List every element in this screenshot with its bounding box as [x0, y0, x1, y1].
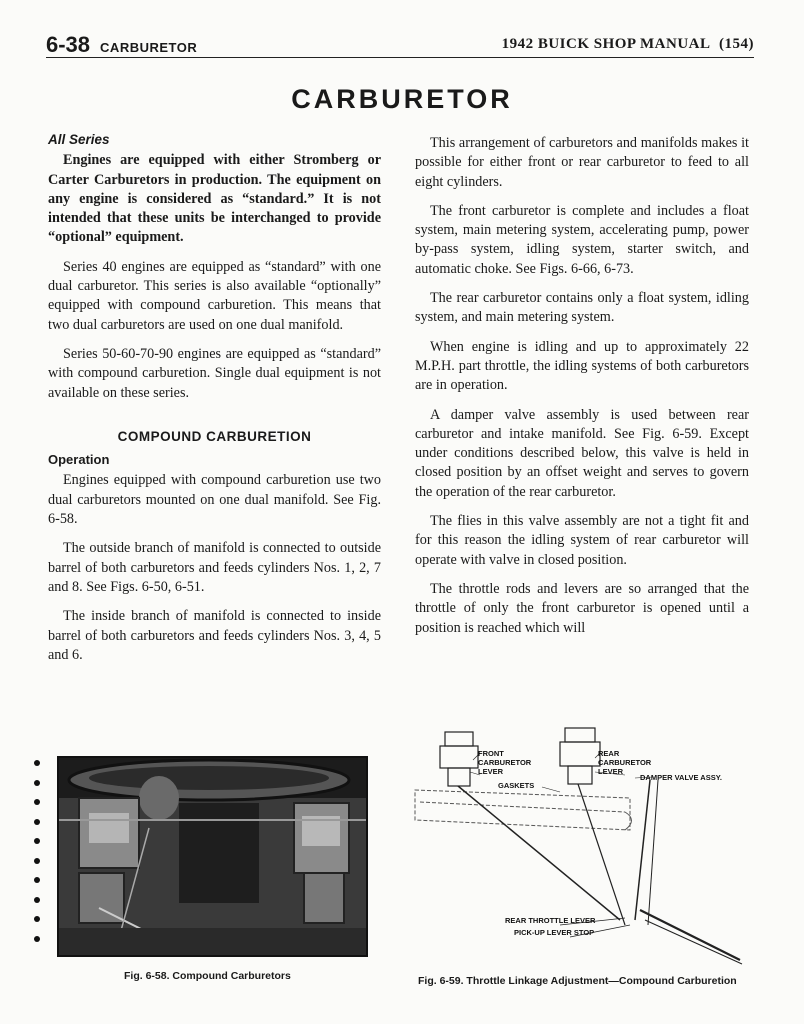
figure-caption-6-59: Fig. 6-59. Throttle Linkage Adjustment—Compound Carburetion: [418, 975, 737, 987]
binding-hole: [34, 897, 40, 903]
series40-paragraph: Series 40 engines are equipped as “standard” with one dual carburetor. This series is also available “optionally” equipped with compound carburetion. This means that two dual carburetors are used on one dual manifold.: [48, 258, 381, 333]
all-series-heading: All Series: [48, 132, 110, 147]
header-rule: [46, 57, 754, 58]
binding-hole: [34, 877, 40, 883]
rear-carburetor-paragraph: The rear carburetor contains only a float system, idling system, and main metering system.: [415, 290, 749, 326]
binding-hole: [34, 760, 40, 766]
label-rear-throttle-lever: REAR THROTTLE LEVER: [505, 916, 596, 925]
label-damper-valve: DAMPER VALVE ASSY.: [640, 773, 722, 782]
throttle-rods-paragraph: The throttle rods and levers are so arranged that the throttle of only the front carburetor is opened until a position is reached which will: [415, 580, 749, 636]
manual-title: 1942 BUICK SHOP MANUAL: [501, 36, 711, 52]
outside-branch-paragraph: The outside branch of manifold is connected to outside barrel of both carburetors and feeds cylinders Nos. 1, 2, 7 and 8. See Figs. 6-50, 6-51.: [48, 540, 381, 595]
page-title: CARBURETOR: [291, 84, 513, 114]
figure-caption-6-58: Fig. 6-58. Compound Carburetors: [124, 970, 291, 982]
binding-hole: [34, 780, 40, 786]
page-ref: (154): [719, 36, 754, 52]
binding-holes: [34, 760, 42, 955]
binding-hole: [34, 799, 40, 805]
label-rear-lever: LEVER: [598, 767, 624, 776]
binding-hole: [34, 916, 40, 922]
label-front-carburetor: CARBURETOR: [478, 758, 532, 767]
binding-hole: [34, 858, 40, 864]
right-column: [415, 134, 749, 638]
running-header-right: [502, 36, 754, 53]
label-front-lever: LEVER: [478, 767, 504, 776]
compound-carburetors-photo: [57, 756, 368, 957]
inside-branch-paragraph: The inside branch of manifold is connected to inside barrel of both carburetors and feeds cylinders Nos. 3, 4, 5 and 6.: [48, 608, 381, 663]
photo-illustration: [59, 758, 366, 955]
front-carburetor-paragraph: The front carburetor is complete and includes a float system, main metering system, accelerating pump, power by-pass system, idling system, starter switch, and automatic choke. See Figs. 6-66, 6-73.: [415, 202, 749, 277]
binding-hole: [34, 936, 40, 942]
label-pickup-lever-stop: PICK-UP LEVER STOP: [514, 928, 595, 937]
operation-paragraph: Engines equipped with compound carburetion use two dual carburetors mounted on one dual manifold. See Fig. 6-58.: [48, 472, 381, 528]
binding-hole: [34, 819, 40, 825]
left-column: [48, 130, 381, 665]
throttle-linkage-diagram: [410, 720, 750, 970]
section-name: CARBURETOR: [100, 40, 198, 55]
compound-carburetion-heading: COMPOUND CARBURETION: [117, 428, 312, 444]
label-gaskets: GASKETS: [498, 781, 535, 790]
series50-paragraph: Series 50-60-70-90 engines are equipped as “standard” with compound carburetion. Single dual equipment is not available on these series.: [48, 345, 381, 401]
idling-paragraph: When engine is idling and up to approximately 22 M.P.H. part throttle, the idling systems of both carburetors are in operation.: [415, 338, 749, 394]
damper-valve-paragraph: A damper valve assembly is used between rear carburetor and intake manifold. See Fig. 6-59. Except under conditions described below, this valve is held in closed position by an offset weight and serves to govern the operation of the rear carburetor.: [415, 406, 749, 500]
label-front: FRONT: [478, 749, 504, 758]
intro-paragraph: Engines are equipped with either Stromberg or Carter Carburetors in production. The equipment on any engine is considered as “standard.” It is not intended that these units be interchanged to provide “optional” equipment.: [48, 152, 381, 246]
label-rear: REAR: [598, 749, 620, 758]
arrangement-paragraph: This arrangement of carburetors and manifolds makes it possible for either front or rear carburetor to feed to all eight cylinders.: [415, 135, 749, 190]
page-number: 6-38: [46, 32, 91, 57]
label-rear-carburetor: CARBURETOR: [598, 758, 652, 767]
operation-heading: Operation: [48, 452, 110, 468]
running-header-left: [46, 32, 197, 58]
binding-hole: [34, 838, 40, 844]
flies-paragraph: The flies in this valve assembly are not a tight fit and for this reason the idling system of rear carburetor will operate with valve in closed position.: [415, 513, 749, 568]
